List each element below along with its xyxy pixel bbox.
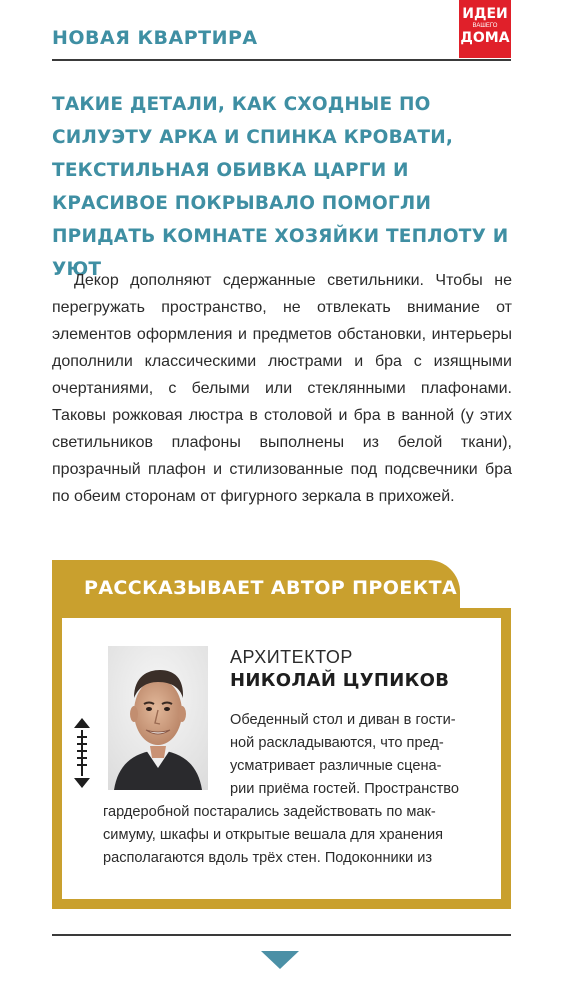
body-paragraph: Декор дополняют сдержанные светильники. Чтобы не перегружать пространство, не отвлекать внимание от элементов оформления и предметов обстановки, интерьеры дополнили классическими люстрами и бра с изящными очертаниями, с белыми или стеклянными плафонами. Таковы рожковая люстра в столовой и бра в ванной (у этих светильников плафоны выполнены из белой ткани), прозрачный плафон и стилизованные под подсвечники бра по обеим сторонам от фигурного зеркала в прихожей. <box>52 272 512 505</box>
section-title: НОВАЯ КВАРТИРА <box>52 27 258 49</box>
logo-word-2: ВАШЕГО <box>472 23 498 29</box>
author-box-heading: РАССКАЗЫВАЕТ АВТОР ПРОЕКТА <box>84 577 458 599</box>
quote-line: рии приёма гостей. Пространство <box>230 781 459 797</box>
author-box-tab <box>52 560 460 618</box>
quote-line: располагаются вдоль трёх стен. Подоконники из <box>103 850 433 866</box>
author-role: АРХИТЕКТОР <box>230 647 353 667</box>
chevron-down-icon[interactable] <box>261 951 299 969</box>
quote-line: ной раскладываются, что пред- <box>230 735 444 751</box>
lead-paragraph: ТАКИЕ ДЕТАЛИ, КАК СХОДНЫЕ ПО СИЛУЭТУ АРКА И СПИНКА КРОВАТИ, ТЕКСТИЛЬНАЯ ОБИВКА ЦАРГИ И КРАСИВОЕ ПОКРЫВАЛО ПОМОГЛИ ПРИДАТЬ КОМНАТЕ ХОЗЯЙКИ ТЕПЛОТУ И УЮТ <box>52 94 509 280</box>
quote-line: усматривает различные сцена- <box>230 758 442 774</box>
footer-divider <box>52 934 511 936</box>
quote-line: Обеденный стол и диван в гости- <box>230 712 456 728</box>
magazine-logo <box>459 0 511 58</box>
author-name: НИКОЛАЙ ЦУПИКОВ <box>230 670 450 691</box>
quote-line: гардеробной постарались задействовать по мак- <box>103 804 436 820</box>
author-portrait <box>108 646 208 790</box>
quote-line: симуму, шкафы и открытые вешала для хранения <box>103 827 444 843</box>
logo-word-1: ИДЕИ <box>462 6 508 22</box>
scroll-handle-icon[interactable] <box>72 718 92 788</box>
header-divider <box>52 59 511 61</box>
logo-word-3: ДОМА <box>460 30 510 46</box>
